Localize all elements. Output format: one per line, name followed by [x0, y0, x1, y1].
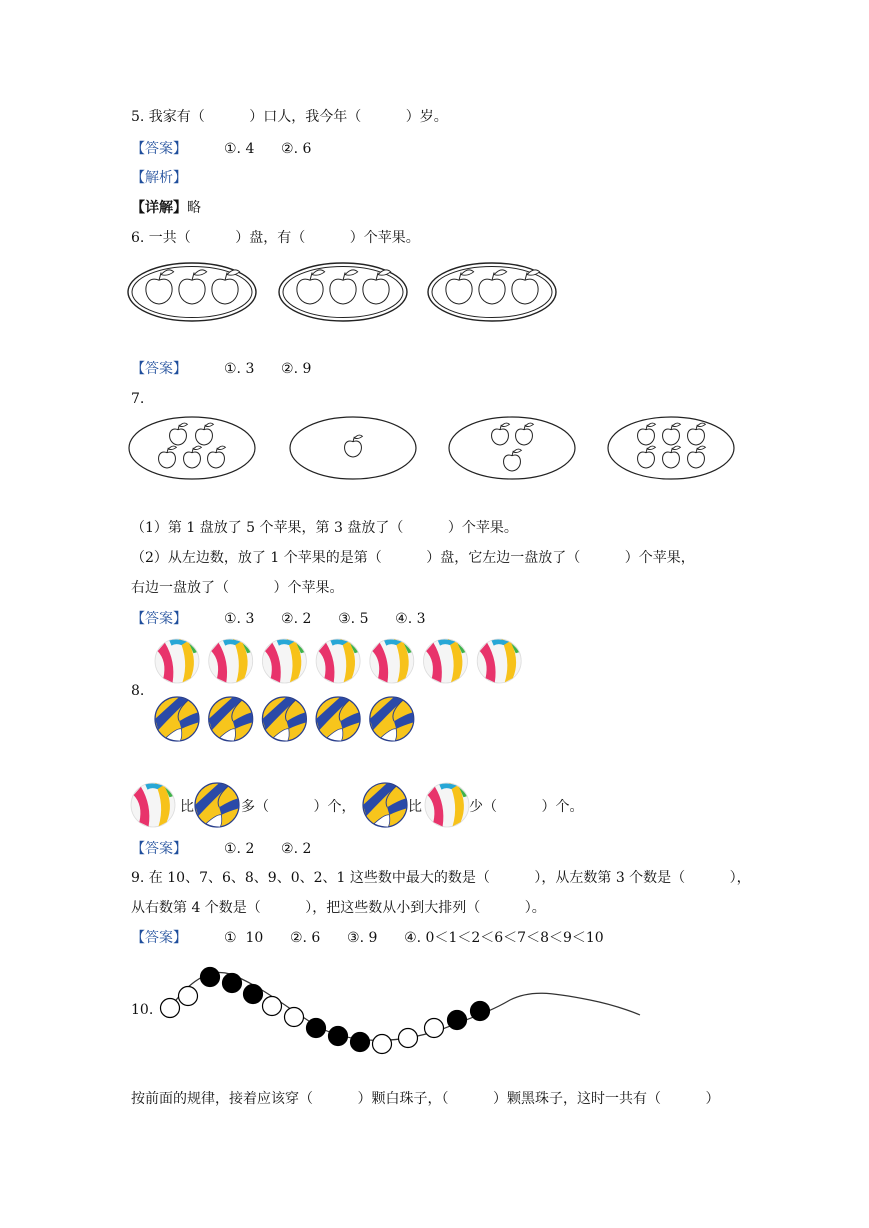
apple-icon: [492, 423, 510, 445]
apple-icon: [638, 446, 656, 468]
apple-icon: [363, 270, 391, 304]
apple-icon: [688, 446, 706, 468]
apple-icon: [146, 270, 174, 304]
apple-icon: [208, 446, 226, 468]
apple-icon: [663, 446, 681, 468]
q8-comp1-bi: 比: [180, 799, 194, 815]
plate: [608, 417, 734, 479]
q5-answers: ①. 4 ②. 6: [224, 141, 312, 157]
black-bead: [351, 1033, 370, 1052]
q6-question: 6. 一共（ ）盘，有（ ）个苹果。: [131, 230, 420, 246]
beach-ball-icon: [155, 639, 199, 683]
q5-detail-text: 略: [187, 200, 201, 216]
black-bead: [223, 974, 242, 993]
black-bead: [448, 1011, 467, 1030]
apple-icon: [159, 446, 177, 468]
black-bead: [244, 985, 263, 1004]
black-bead: [201, 968, 220, 987]
apple-icon: [479, 270, 507, 304]
apple-icon: [446, 270, 474, 304]
apple-icon: [663, 423, 681, 445]
white-bead: [263, 997, 282, 1016]
white-bead: [399, 1029, 418, 1048]
white-bead: [161, 999, 180, 1018]
beach-ball-icon: [477, 639, 521, 683]
q6-answer-tag: 【答案】: [131, 361, 187, 377]
beach-ball-icon: [262, 639, 306, 683]
apple-icon: [212, 270, 240, 304]
volleyball-icon: [262, 697, 306, 741]
apple-icon: [170, 423, 188, 445]
q5-question: 5. 我家有（ ）口人，我今年（ ）岁。: [131, 109, 448, 125]
white-bead: [285, 1008, 304, 1027]
q7-line3: 右边一盘放了（ ）个苹果。: [131, 580, 344, 596]
q8-answers: ①. 2 ②. 2: [224, 841, 312, 857]
beach-ball-icon: [131, 783, 175, 827]
volleyball-icon: [363, 783, 407, 827]
black-bead: [307, 1019, 326, 1038]
q5-analysis-tag: 【解析】: [131, 170, 187, 186]
apple-icon: [184, 446, 202, 468]
black-bead: [329, 1027, 348, 1046]
apple-icon: [688, 423, 706, 445]
beach-ball-icon: [209, 639, 253, 683]
q9-answers: ① 10 ②. 6 ③. 9 ④. 0＜1＜2＜6＜7＜8＜9＜10: [224, 930, 604, 946]
q5-detail: [131, 198, 201, 218]
apple-icon: [196, 423, 214, 445]
q8-comp2-bi: 比: [408, 799, 422, 815]
q10-number: 10.: [131, 1002, 154, 1018]
q8-balls-image: [150, 636, 530, 746]
q6-apple-plates-image: [128, 262, 568, 324]
plate: [129, 417, 255, 479]
q9-line1: 9. 在 10、7、6、8、9、0、2、1 这些数中最大的数是（ ），从左数第 3 个数是（ ），: [131, 870, 751, 886]
q10-bead-string-image: [150, 950, 650, 1060]
apple-icon: [638, 423, 656, 445]
q7-number: 7.: [131, 391, 145, 407]
q7-answers: ①. 3 ②. 2 ③. 5 ④. 3: [224, 611, 426, 627]
q7-apple-plates-image: [128, 414, 738, 482]
beach-ball-icon: [316, 639, 360, 683]
volleyball-icon: [316, 697, 360, 741]
apple-icon: [516, 423, 534, 445]
volleyball-icon: [209, 697, 253, 741]
white-bead: [179, 987, 198, 1006]
volleyball-icon: [195, 783, 239, 827]
white-bead: [425, 1019, 444, 1038]
beach-ball-icon: [424, 639, 468, 683]
q8-answer-tag: 【答案】: [131, 841, 187, 857]
q6-answers: ①. 3 ②. 9: [224, 361, 312, 377]
apple-icon: [330, 270, 358, 304]
apple-icon: [512, 270, 540, 304]
q10-question: 按前面的规律，接着应该穿（ ）颗白珠子，（ ）颗黑珠子，这时一共有（ ）: [131, 1091, 720, 1107]
volleyball-icon: [370, 697, 414, 741]
q8-number: 8.: [131, 683, 145, 699]
white-bead: [373, 1035, 392, 1054]
beach-ball-icon: [370, 639, 414, 683]
q8-comp2-rest: 少（ ）个。: [469, 799, 584, 815]
q5-detail-tag: 【详解】: [131, 200, 187, 216]
apple-icon: [345, 435, 363, 457]
q7-line2: （2）从左边数，放了 1 个苹果的是第（ ）盘，它左边一盘放了（ ）个苹果，: [131, 550, 695, 566]
beach-ball-icon: [425, 783, 469, 827]
black-bead: [471, 1002, 490, 1021]
q7-answer-tag: 【答案】: [131, 611, 187, 627]
q8-comp1-rest: 多（ ）个，: [241, 799, 356, 815]
q7-line1: （1）第 1 盘放了 5 个苹果，第 3 盘放了（ ）个苹果。: [131, 520, 518, 536]
q9-answer-tag: 【答案】: [131, 930, 187, 946]
q9-line2: 从右数第 4 个数是（ ），把这些数从小到大排列（ ）。: [131, 900, 546, 916]
q5-answer-tag: 【答案】: [131, 141, 187, 157]
apple-icon: [504, 449, 522, 471]
volleyball-icon: [155, 697, 199, 741]
apple-icon: [179, 270, 207, 304]
apple-icon: [297, 270, 325, 304]
